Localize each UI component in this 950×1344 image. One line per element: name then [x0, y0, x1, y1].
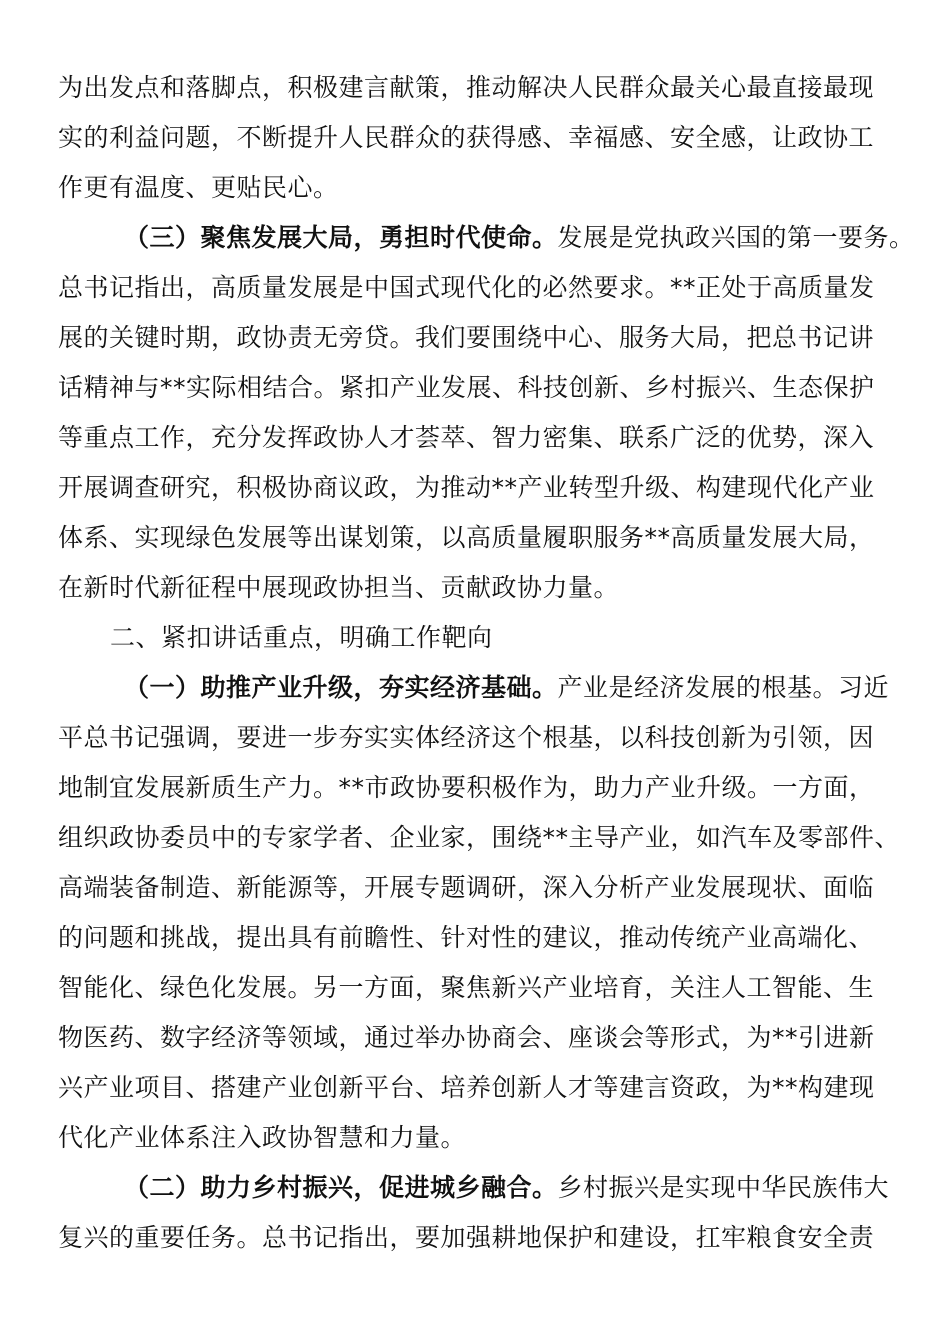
- paragraph-line: 展的关键时期，政协责无旁贷。我们要围绕中心、服务大局，把总书记讲: [58, 323, 875, 352]
- paragraph-line: 的问题和挑战，提出具有前瞻性、针对性的建议，推动传统产业高端化、: [58, 923, 875, 952]
- subheading: （一）助推产业升级，夯实经济基础。: [124, 673, 558, 702]
- paragraph-line: 物医药、数字经济等领域，通过举办协商会、座谈会等形式，为**引进新: [58, 1023, 875, 1052]
- paragraph-text: 乡村振兴是实现中华民族伟大: [557, 1173, 890, 1202]
- paragraph-line: 代化产业体系注入政协智慧和力量。: [58, 1123, 467, 1152]
- paragraph-line: 平总书记强调，要进一步夯实实体经济这个根基，以科技创新为引领，因: [58, 723, 875, 752]
- paragraph-line: 体系、实现绿色发展等出谋划策，以高质量履职服务**高质量发展大局，: [58, 523, 875, 552]
- subheading: （二）助力乡村振兴，促进城乡融合。: [124, 1173, 558, 1202]
- paragraph-line: 复兴的重要任务。总书记指出，要加强耕地保护和建设，扛牢粮食安全责: [58, 1223, 875, 1252]
- paragraph-text: 发展是党执政兴国的第一要务。: [557, 223, 915, 252]
- paragraph-line: 高端装备制造、新能源等，开展专题调研，深入分析产业发展现状、面临: [58, 873, 875, 902]
- paragraph-first-line: [58, 663, 890, 713]
- paragraph-line: 作更有温度、更贴民心。: [58, 173, 339, 202]
- paragraph-line: 组织政协委员中的专家学者、企业家，围绕**主导产业，如汽车及零部件、: [58, 823, 901, 852]
- paragraph-line: 开展调查研究，积极协商议政，为推动**产业转型升级、构建现代化产业: [58, 473, 875, 502]
- subheading: （三）聚焦发展大局，勇担时代使命。: [124, 223, 558, 252]
- document-body: [58, 63, 915, 1263]
- paragraph-line: 在新时代新征程中展现政协担当、贡献政协力量。: [58, 573, 620, 602]
- paragraph-text: 产业是经济发展的根基。习近: [557, 673, 890, 702]
- paragraph-first-line: [58, 1163, 890, 1213]
- paragraph-line: 智能化、绿色化发展。另一方面，聚焦新兴产业培育，关注人工智能、生: [58, 973, 875, 1002]
- paragraph-line: 话精神与**实际相结合。紧扣产业发展、科技创新、乡村振兴、生态保护: [58, 373, 875, 402]
- paragraph-line: 为出发点和落脚点，积极建言献策，推动解决人民群众最关心最直接最现: [58, 73, 875, 102]
- paragraph-line: 地制宜发展新质生产力。**市政协要积极作为，助力产业升级。一方面，: [58, 773, 875, 802]
- paragraph-line: 等重点工作，充分发挥政协人才荟萃、智力密集、联系广泛的优势，深入: [58, 423, 875, 452]
- paragraph-line: 兴产业项目、搭建产业创新平台、培养创新人才等建言资政，为**构建现: [58, 1073, 875, 1102]
- paragraph-line: 实的利益问题，不断提升人民群众的获得感、幸福感、安全感，让政协工: [58, 123, 875, 152]
- paragraph-line: 总书记指出，高质量发展是中国式现代化的必然要求。**正处于高质量发: [58, 273, 875, 302]
- paragraph-first-line: [58, 213, 915, 263]
- section-heading: 二、紧扣讲话重点，明确工作靶向: [110, 623, 493, 652]
